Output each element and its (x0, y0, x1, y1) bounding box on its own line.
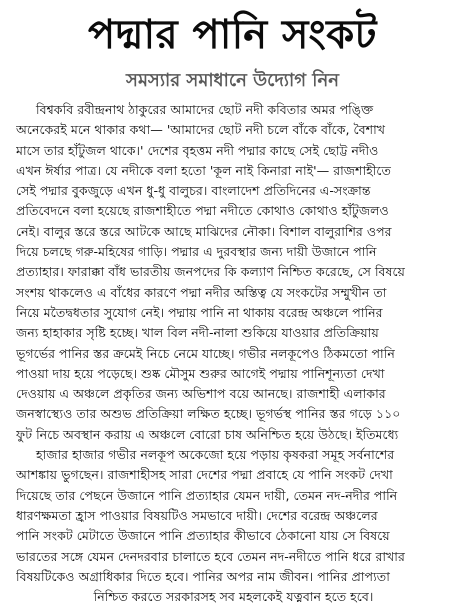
article-line: নিশ্চিত করতে সরকারসহ সব মহলকেই যত্নবান হতে হবে। (93, 589, 374, 605)
article-line: হাজার হাজার গভীর নলকূপ অকেজো হয়ে পড়ায় কৃষকরা সমূহ সর্বনাশের (36, 447, 395, 463)
article-line: প্রত্যাহার। ফারাক্কা বাঁধ ভারতীয় জনপদের কি কল্যাণ নিশ্চিত করেছে, সে বিষয়ে (16, 264, 405, 280)
article-line: জন্য হাহাকার সৃষ্টি হচ্ছে। খাল বিল নদী-নালা শুকিয়ে যাওয়ার প্রতিক্রিয়ায় (16, 325, 379, 341)
article-line: মাসে তার হাঁটুজল থাকে।' দেশের বৃহত্তম নদী পদ্মার কাছে সেই ছোট্ট নদীও (16, 142, 379, 158)
article-line: অনেকেরই মনে থাকার কথা— 'আমাদের ছোট নদী চলে বাঁকে বাঁকে, বৈশাখ (16, 122, 386, 138)
article-line: পানি সংকট মেটাতে উজানে পানি প্রত্যাহার কীভাবে ঠেকানো যায় সে বিষয়ে (16, 528, 390, 544)
article-line: ভারতের সঙ্গে যেমন দেনদরবার চালাতে হবে তেমন নদ-নদীতে পানি ধরে রাখার (16, 548, 405, 564)
article-body (12, 100, 455, 605)
article-line: সংশয় থাকলেও এ বাঁধের কারণে পদ্মা নদীর অস্তিত্ব যে সংকটের সম্মুখীন তা (16, 284, 387, 300)
article-line: ধারণক্ষমতা হ্রাস পাওয়ার বিষয়টিও সমভাবে দায়ী। দেশের বরেন্দ্র অঞ্চলের (16, 507, 378, 523)
article-line: সেই পদ্মার বুকজুড়ে এখন ধু-ধু বালুচর। বাংলাদেশ প্রতিদিনের এ-সংক্রান্ত (16, 183, 371, 199)
article-line: নিয়ে মতৈদ্বধতার সুযোগ নেই। পদ্মায় পানি না থাকায় বরেন্দ্র অঞ্চলে পানির (16, 304, 383, 320)
article-line: নেই। বালুর স্তরে স্তরে আটকে আছে মাঝিদের নৌকা। বিশাল বালুরাশির ওপর (16, 223, 392, 239)
article-line: দিয়ে চলছে গরু-মহিষের গাড়ি। পদ্মার এ দুরবস্থার জন্য দায়ী উজানে পানি (16, 244, 377, 260)
article-line: বিষয়টিকেও অগ্রাধিকার দিতে হবে। পানির অপর নাম জীবন। পানির প্রাপ্যতা (16, 568, 390, 584)
article-line: পাওয়া দায় হয়ে পড়েছে। শুষ্ক মৌসুম শুরুর আগেই পদ্মায় পানিশূন্যতা দেখা (16, 365, 385, 381)
article-line: বিশ্বকবি রবীন্দ্রনাথ ঠাকুরের আমাদের ছোট নদী কবিতার অমর পঙ্ক্তি (36, 102, 374, 117)
article-line: ভূগর্ভের পানির স্তর ক্রমেই নিচে নেমে যাচ্ছে। গভীর নলকূপেও ঠিকমতো পানি (16, 345, 395, 361)
article-line: জনস্বাস্থ্যেও তার অশুভ প্রতিক্রিয়া লক্ষিত হচ্ছে। ভূগর্ভস্থ পানির স্তর গড়ে ১১০ (16, 406, 401, 422)
article-line: প্রতিবেদনে বলা হয়েছে রাজশাহীতে পদ্মা নদীতে কোথাও কোথাও হাঁটুজলও (16, 203, 389, 219)
article-line: দেওয়ায় এ অঞ্চলে প্রকৃতির জন্য অভিশাপ বয়ে আনছে। রাজশাহী এলাকার (16, 386, 386, 402)
subtitle: সমস্যার সমাধানে উদ্যোগ নিন (126, 70, 339, 91)
article-line: এখন ঈর্ষার পাত্র। যে নদীকে বলা হতো 'কূল নাই কিনারা নাই'— রাজশাহীতে (16, 162, 391, 178)
article-line: দিয়েছে তার পেছনে উজানে পানি প্রত্যাহার যেমন দায়ী, তেমন নদ-নদীর পানি (16, 487, 398, 503)
headline: পদ্মার পানি সংকট (88, 12, 377, 58)
article-line: ফুট নিচে অবস্থান করায় এ অঞ্চলে বোরো চাষ অনিশ্চিত হয়ে উঠছে। ইতিমধ্যে (16, 426, 399, 442)
article-line: আশঙ্কায় ভুগছেন। রাজশাহীসহ সারা দেশের পদ্মা প্রবাহে যে পানি সংকট দেখা (16, 467, 393, 483)
